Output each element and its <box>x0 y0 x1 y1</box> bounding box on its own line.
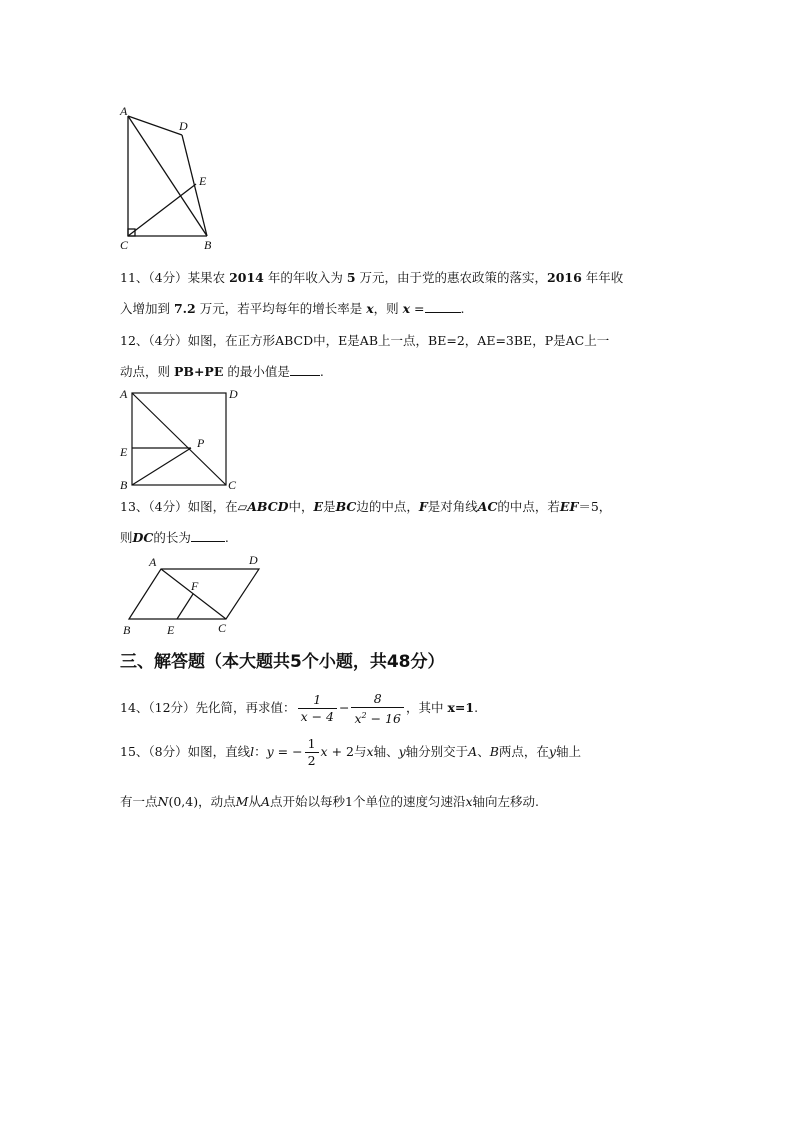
answer-blank-q12[interactable] <box>290 364 320 376</box>
label-A: A <box>149 555 157 569</box>
label-A: A <box>120 387 128 401</box>
label-B: B <box>120 478 128 492</box>
q11-line1: 11、（4分）某果农 2014 年的年收入为 5 万元，由于党的惠农政策的落实，2016 年年收 <box>120 270 624 285</box>
figure-3-svg <box>116 550 276 638</box>
q15-line1: 15、（8分）如图，直线l：y = − $\frac{1}{2}$ x + 2与x轴、y轴分别交于A、B两点，在y轴上 <box>120 736 581 768</box>
fraction-1-over-x-minus-4: $\frac{1}{x - 4}$ <box>298 693 337 724</box>
segment-EF <box>177 594 193 619</box>
fraction-one-half: $\frac{1}{2}$ <box>305 737 319 768</box>
label-E: E <box>120 445 128 459</box>
q13-line2: 则DC的长为 . <box>120 530 229 545</box>
figure-1-svg <box>118 104 228 254</box>
q11-line2: 入增加到 7.2 万元，若平均每年的增长率是 x，则 x = . <box>120 301 465 316</box>
diagonal-AC <box>132 393 226 485</box>
fraction-8-over-x2-minus-16: $\frac{8}{x^2 - 16}$ <box>351 692 403 726</box>
label-E: E <box>199 174 207 188</box>
answer-blank-q13[interactable] <box>191 530 225 542</box>
label-D: D <box>229 387 238 401</box>
label-A: A <box>120 104 128 118</box>
diagonal-AC <box>161 569 226 619</box>
q13-line1: 13、（4分）如图，在▱ABCD中，E是BC边的中点，F是对角线AC的中点，若EF＝5， <box>120 499 612 514</box>
label-D: D <box>179 119 188 133</box>
label-F: F <box>191 579 199 593</box>
section-3-heading: 三、解答题（本大题共5个小题，共48分） <box>120 652 445 672</box>
label-C: C <box>228 478 237 492</box>
figure-1 <box>118 104 228 254</box>
label-B: B <box>123 623 131 637</box>
segment-BP <box>132 448 191 485</box>
label-E: E <box>167 623 175 637</box>
q14-line: 14、（12分）先化简，再求值： $\frac{1}{x - 4}$ − $\frac{8}{x^2 - 16}$ ，其中 x=1. <box>120 690 479 726</box>
figure-2-svg <box>116 384 246 490</box>
label-C: C <box>218 621 227 635</box>
q12-line1: 12、（4分）如图，在正方形ABCD中，E是AB上一点，BE=2，AE=3BE，P是AC上一 <box>120 333 610 348</box>
q15-line2: 有一点N(0,4)，动点M从A点开始以每秒1个单位的速度匀速沿x轴向左移动. <box>120 794 539 809</box>
segment-AB <box>128 116 207 236</box>
label-C: C <box>120 238 129 252</box>
segment-CE <box>128 184 196 236</box>
segment-AD <box>128 116 182 135</box>
label-D: D <box>249 553 258 567</box>
q12-line2: 动点，则 PB+PE 的最小值是 . <box>120 364 324 379</box>
figure-3 <box>116 550 276 638</box>
label-P: P <box>197 436 205 450</box>
answer-blank-q11[interactable] <box>425 301 461 313</box>
label-B: B <box>204 238 212 252</box>
figure-2 <box>116 384 246 490</box>
